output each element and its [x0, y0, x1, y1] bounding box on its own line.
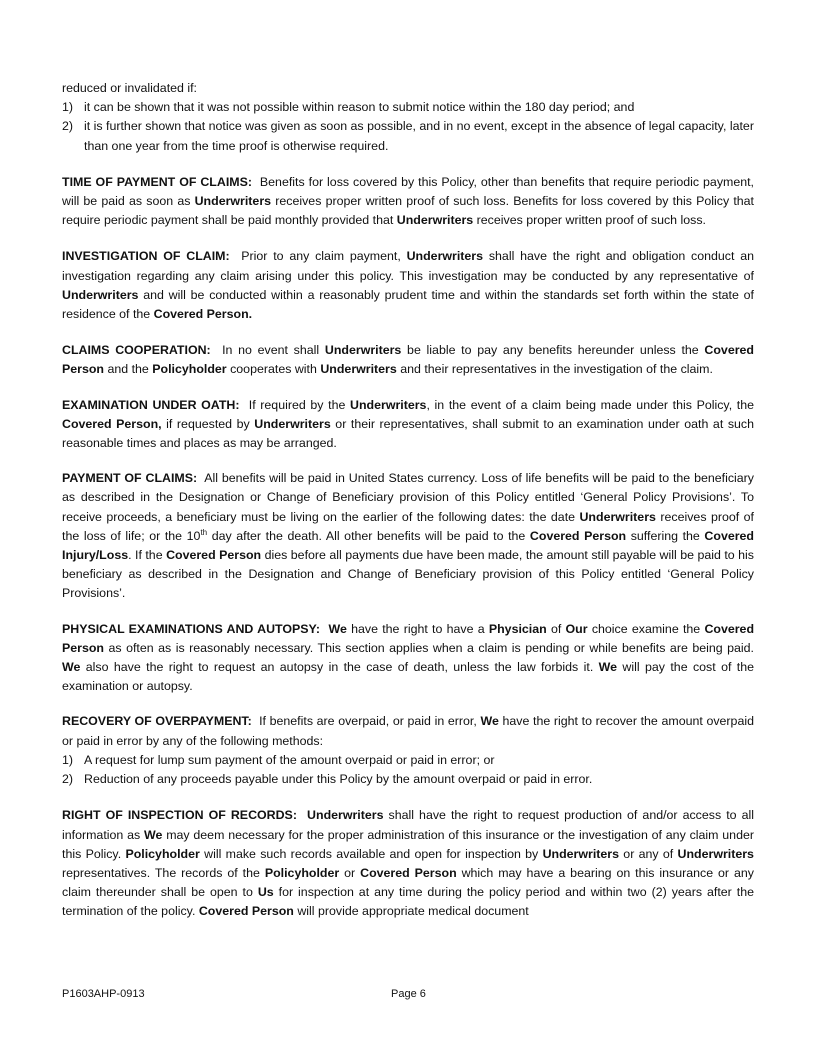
claims-cooperation-section	[62, 341, 754, 379]
section-text: have the right to have a	[351, 621, 485, 636]
section-text: Prior to any claim payment,	[241, 249, 401, 264]
section-heading: PAYMENT OF CLAIMS:	[62, 471, 198, 486]
defined-term: Underwriters	[406, 249, 484, 264]
defined-term: Covered Person,	[62, 416, 162, 431]
list-marker: 2)	[62, 772, 74, 787]
defined-term: Underwriters	[542, 846, 619, 861]
list-item-text: A request for lump sum payment of the amount overpaid or paid in error; or	[84, 752, 495, 767]
section-text: will pay the cost of the examination or autopsy.	[62, 660, 755, 694]
defined-term: Underwriters	[579, 509, 656, 524]
defined-term: Underwriters	[194, 194, 272, 209]
section-text: be liable to pay any benefits hereunder unless the	[407, 343, 699, 358]
right-of-inspection-section	[62, 806, 754, 921]
list-item-text: it can be shown that it was not possible within reason to submit notice within the 180 day period; and	[84, 100, 635, 115]
section-text: cooperates with	[230, 362, 317, 377]
section-text: and the	[107, 362, 149, 377]
notice-conditions-list	[62, 98, 754, 156]
defined-term: Covered Person	[360, 865, 457, 880]
section-heading: EXAMINATION UNDER OATH:	[62, 397, 240, 412]
defined-term: We	[598, 660, 618, 675]
section-text: and will be conducted within a reasonably prudent time and within the standards set forth within the state of residence of the	[62, 287, 754, 322]
list-marker: 1)	[62, 100, 74, 115]
defined-term: Underwriters	[320, 362, 397, 377]
defined-term: Policyholder	[264, 865, 340, 880]
policy-page-body	[62, 79, 754, 922]
defined-term: Covered Person	[166, 548, 262, 563]
defined-term: Our	[565, 621, 588, 636]
section-text: shall have the right and obligation conduct an investigation regarding any claim arising under this policy. This investigation may be conducted by any representative of	[62, 249, 755, 283]
section-text: and their representatives in the investigation of the claim.	[400, 362, 713, 377]
section-heading: RECOVERY OF OVERPAYMENT:	[62, 714, 252, 729]
defined-term: Underwriters	[62, 287, 139, 302]
intro-text: reduced or invalidated if:	[62, 81, 198, 95]
section-text: . If the	[128, 548, 163, 563]
section-text: shall have the right to request production of and/or access to all information as	[62, 808, 754, 842]
time-of-payment-section	[62, 173, 754, 231]
section-text: , in the event of a claim being made under this Policy, the	[426, 397, 755, 412]
section-text: suffering the	[630, 528, 700, 543]
defined-term: Covered Person	[529, 528, 627, 543]
physical-examinations-section	[62, 620, 754, 697]
defined-term: We	[480, 714, 499, 729]
defined-term: Covered Person	[153, 307, 249, 322]
section-heading: TIME OF PAYMENT OF CLAIMS:	[62, 174, 252, 189]
examination-under-oath-section	[62, 396, 754, 454]
defined-term: Underwriters	[350, 397, 427, 412]
section-text: also have the right to request an autopsy in the case of death, unless the law forbids it.	[85, 660, 594, 675]
list-item-text: Reduction of any proceeds payable under this Policy by the amount overpaid or paid in error.	[84, 772, 593, 787]
defined-term: Covered Person	[198, 904, 294, 919]
section-heading: CLAIMS COOPERATION:	[62, 343, 211, 358]
section-text: which may have a bearing on this insurance or any claim thereunder shall be open to	[62, 865, 754, 900]
recovery-methods-list	[62, 751, 754, 789]
defined-term: Covered Injury/Loss	[62, 528, 755, 563]
defined-term: We	[328, 621, 347, 636]
section-text: If required by the	[248, 397, 346, 412]
section-text: receives proper written proof of such loss.	[476, 213, 706, 228]
defined-term: We	[62, 660, 81, 675]
section-text: of	[550, 621, 562, 636]
defined-term: Underwriters	[324, 343, 402, 358]
list-marker: 2)	[62, 119, 74, 134]
list-item	[62, 751, 754, 770]
section-text: representatives. The records of the	[62, 865, 260, 880]
list-item-text: it is further shown that notice was given as soon as possible, and in no event, except in the absence of legal capacity, later than one year from the time proof is otherwise required.	[84, 119, 754, 153]
section-text: .	[248, 307, 253, 322]
section-heading: PHYSICAL EXAMINATIONS AND AUTOPSY:	[62, 621, 321, 636]
defined-term: Us	[257, 885, 274, 900]
defined-term: Physician	[488, 621, 547, 636]
section-text: In no event shall	[222, 343, 320, 358]
section-text: or	[344, 865, 356, 880]
list-item	[62, 117, 754, 155]
list-item	[62, 98, 754, 117]
section-heading: RIGHT OF INSPECTION OF RECORDS:	[62, 808, 297, 823]
section-text: or their representatives, shall submit to an examination under oath at such reasonable times and places as may be arranged.	[62, 416, 754, 451]
section-text: as often as is reasonably necessary. This section applies when a claim is pending or while benefits are being paid.	[108, 640, 755, 655]
defined-term: Covered Person	[62, 343, 754, 377]
section-text: dies before all payments due have been made, the amount still payable will be paid to his beneficiary as described in the Designation and Change of Beneficiary provision of this Policy entitled ‘General Policy Provisions’.	[62, 548, 754, 601]
section-text: choice examine the	[591, 621, 701, 636]
section-text: day after the death. All other benefits will be paid to the	[211, 528, 526, 543]
section-text: will make such records available and open for inspection by	[204, 846, 539, 861]
ordinal-suffix: th	[200, 527, 208, 537]
recovery-of-overpayment-section	[62, 712, 754, 750]
section-text: if requested by	[166, 416, 250, 431]
section-text: Benefits for loss covered by this Policy, other than benefits that require periodic payment, will be paid as soon as	[62, 174, 754, 209]
page-number: Page 6	[391, 988, 426, 1000]
list-marker: 1)	[62, 752, 74, 767]
defined-term: Policyholder	[152, 362, 227, 377]
section-text: receives proper written proof of such loss. Benefits for loss covered by this Policy that require periodic payment shall be paid monthly provided that	[62, 194, 755, 228]
section-text: If benefits are overpaid, or paid in error,	[259, 714, 477, 729]
defined-term: Underwriters	[677, 846, 754, 861]
section-text: for inspection at any time during the policy period and within two (2) years after the termination of the policy.	[62, 885, 754, 919]
section-text: receives proof of the loss of life; or the 10	[62, 509, 754, 543]
payment-of-claims-section	[62, 469, 754, 603]
section-heading: INVESTIGATION OF CLAIM:	[62, 249, 230, 264]
defined-term: We	[144, 827, 163, 842]
defined-term: Underwriters	[307, 808, 384, 823]
section-text: may deem necessary for the proper administration of this insurance or the investigation of any claim under this Policy.	[62, 827, 754, 861]
section-text: have the right to recover the amount overpaid or paid in error by any of the following methods:	[62, 714, 754, 748]
defined-term: Policyholder	[125, 846, 200, 861]
list-item	[62, 770, 754, 789]
defined-term: Underwriters	[396, 213, 474, 228]
section-text: or any of	[623, 846, 674, 861]
investigation-section	[62, 247, 754, 324]
defined-term: Covered Person	[62, 621, 755, 655]
defined-term: Underwriters	[254, 416, 331, 431]
form-number: P1603AHP-0913	[62, 988, 145, 1000]
section-text: will provide appropriate medical document	[297, 904, 529, 919]
section-text: All benefits will be paid in United States currency. Loss of life benefits will be paid to the beneficiary as described in the Designation or Change of Beneficiary provision of this Policy entitled ‘General Policy Provisions’. To receive proceeds, a beneficiary must be living on the earlier of the following dates: the date	[62, 471, 755, 524]
